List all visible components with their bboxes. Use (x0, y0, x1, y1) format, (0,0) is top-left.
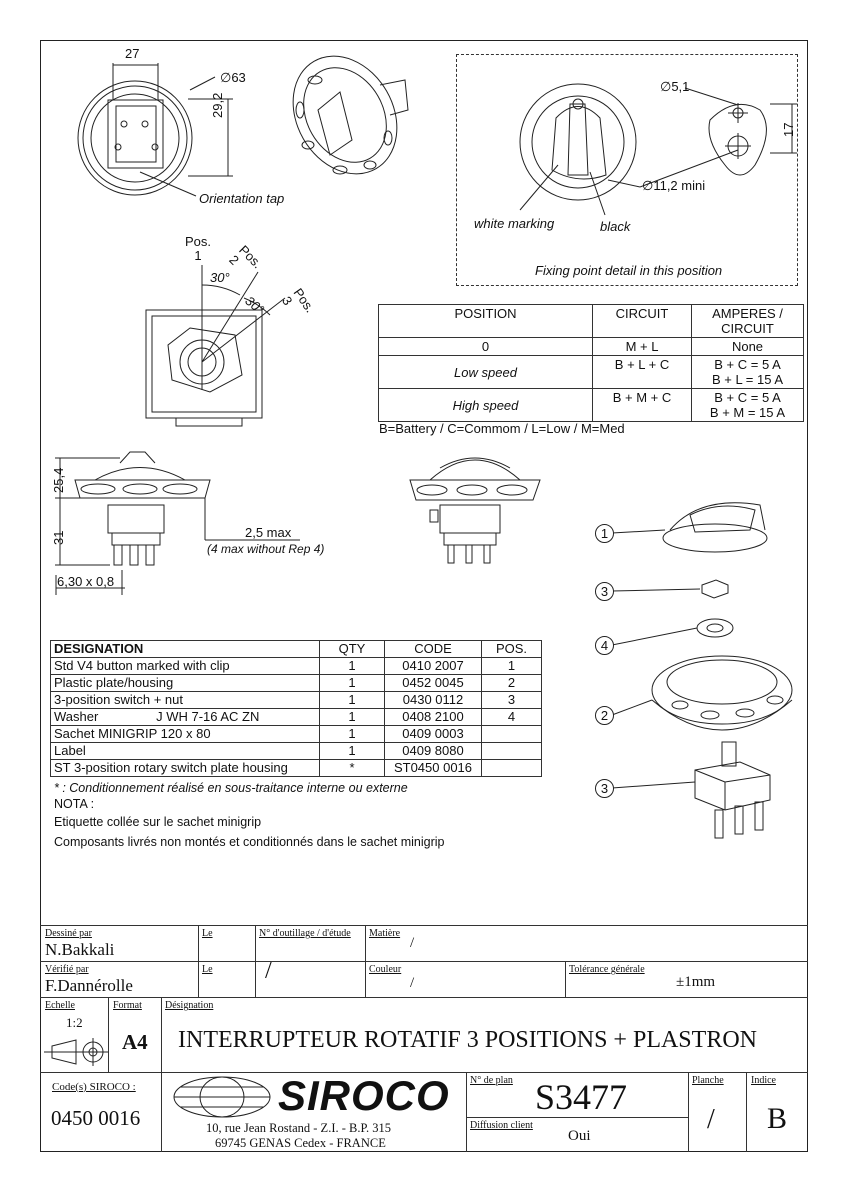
positions-view (146, 265, 285, 426)
angle-1-label: 30° (210, 270, 230, 285)
orientation-tap-label: Orientation tap (199, 191, 285, 206)
dim-dia-11-2: ∅11,2 mini (642, 178, 706, 193)
nota-title: NOTA : (54, 797, 95, 811)
bom-row (51, 675, 542, 692)
dim-31: 31 (51, 530, 66, 545)
dim-dia-5-1: ∅5,1 (660, 79, 690, 94)
plan-label: N° de plan (470, 1075, 513, 1086)
checked-by-value: F.Dannérolle (45, 976, 133, 995)
colour-value: / (410, 975, 415, 991)
diffusion-label: Diffusion client (470, 1120, 533, 1131)
plan-value: S3477 (535, 1077, 628, 1117)
scale-value: 1:2 (66, 1015, 83, 1030)
bom-cell: 0408 2100 (385, 709, 482, 726)
address-line-1: 10, rue Jean Rostand - Z.I. - B.P. 315 (206, 1121, 392, 1135)
bom-footnote: * : Conditionnement réalisé en sous-traitance interne ou externe (54, 781, 408, 795)
date-2-label: Le (202, 964, 213, 975)
bom-cell: 1 (320, 675, 385, 692)
bom-cell: Washer J WH 7-16 AC ZN (51, 709, 320, 726)
pos-cell: Low speed (379, 356, 593, 389)
bom-cell: ST0450 0016 (385, 760, 482, 777)
bom-header: QTY (320, 641, 385, 658)
drawn-by-value: N.Bakkali (45, 940, 115, 959)
scale-label: Echelle (45, 1000, 75, 1011)
bom-row (51, 760, 542, 777)
bom-cell: ST 3-position rotary switch plate housing (51, 760, 320, 777)
pos-cell: High speed (379, 389, 593, 422)
dim-27: 27 (125, 46, 140, 61)
bom-cell (482, 743, 542, 760)
perspective-view (272, 37, 417, 192)
bom-cell: 3-position switch + nut (51, 692, 320, 709)
dim-max-note: (4 max without Rep 4) (207, 542, 325, 556)
pos-cell: None (692, 338, 804, 356)
bom-cell: 0452 0045 (385, 675, 482, 692)
format-value: A4 (122, 1030, 148, 1054)
angle-2-label: 30° (242, 293, 268, 318)
bom-cell: Label (51, 743, 320, 760)
bom-cell: 3 (482, 692, 542, 709)
tolerance-value: ±1mm (676, 974, 716, 990)
pos-cell: B + L + C (593, 356, 692, 389)
siroco-code-label: Code(s) SIROCO : (52, 1081, 136, 1093)
bom-cell: 0410 2007 (385, 658, 482, 675)
date-1-label: Le (202, 928, 213, 939)
bom-cell: 0409 8080 (385, 743, 482, 760)
bom-cell: 1 (320, 692, 385, 709)
front-view (78, 63, 233, 196)
siroco-code-value: 0450 0016 (51, 1106, 141, 1130)
pos-3-label: Pos. 3 (279, 285, 318, 316)
projection-symbol-icon (44, 1038, 108, 1066)
company-logo: SIROCO (278, 1072, 450, 1119)
pos-cell: B + M + C (593, 389, 692, 422)
format-label: Format (113, 1000, 142, 1011)
bom-cell: 1 (482, 658, 542, 675)
position-legend: B=Battery / C=Commom / L=Low / M=Med (379, 421, 625, 436)
tooling-label: N° d'outillage / d'étude (259, 928, 351, 939)
dim-dia-63: ∅63 (220, 70, 246, 85)
pos-2-label: Pos. 2 (226, 242, 266, 272)
pos-header-circuit: CIRCUIT (593, 305, 692, 338)
planche-value: / (707, 1104, 715, 1135)
callout-2: 2 (595, 706, 614, 725)
callout-4: 4 (595, 636, 614, 655)
indice-label: Indice (751, 1075, 776, 1086)
pos-cell: 0 (379, 338, 593, 356)
black-label: black (600, 219, 631, 234)
pos-cell: M + L (593, 338, 692, 356)
bom-cell: Plastic plate/housing (51, 675, 320, 692)
pos-cell: B + C = 5 A B + M = 15 A (692, 389, 804, 422)
drawn-by-label: Dessiné par (45, 928, 92, 939)
fixing-detail-box (456, 54, 798, 286)
designation-value: INTERRUPTEUR ROTATIF 3 POSITIONS + PLASTRON (178, 1027, 757, 1053)
bom-row (51, 709, 542, 726)
bom-cell: * (320, 760, 385, 777)
nota-line-1: Etiquette collée sur le sachet minigrip (54, 815, 262, 829)
dim-29-2: 29,2 (210, 92, 225, 118)
bom-header: CODE (385, 641, 482, 658)
bom-header: POS. (482, 641, 542, 658)
tooling-value: / (265, 958, 272, 984)
bom-row (51, 658, 542, 675)
callout-3: 3 (595, 582, 614, 601)
diffusion-value: Oui (568, 1128, 591, 1144)
bom-table (50, 640, 542, 777)
bom-row (51, 726, 542, 743)
position-table (378, 304, 804, 422)
company-logo-globe (174, 1077, 270, 1117)
bom-cell: 1 (320, 726, 385, 743)
bom-cell (482, 726, 542, 743)
material-label: Matière (369, 928, 401, 939)
bom-cell: 0409 0003 (385, 726, 482, 743)
bom-row (51, 743, 542, 760)
exploded-view (612, 503, 792, 838)
dim-2-5-max: 2,5 max (245, 525, 292, 540)
fixing-detail-caption: Fixing point detail in this position (535, 263, 723, 278)
bom-cell: Sachet MINIGRIP 120 x 80 (51, 726, 320, 743)
pos-header-amperes: AMPERES / CIRCUIT (692, 305, 804, 338)
bom-cell: 1 (320, 658, 385, 675)
address-line-2: 69745 GENAS Cedex - FRANCE (215, 1136, 386, 1150)
bom-cell: 1 (320, 709, 385, 726)
dim-terminal: 6,30 x 0,8 (57, 574, 115, 589)
callout-1: 1 (595, 524, 614, 543)
tolerance-label: Tolérance générale (569, 964, 645, 975)
checked-by-label: Vérifié par (45, 964, 89, 975)
designation-label: Désignation (165, 1000, 214, 1011)
pos-header-position: POSITION (379, 305, 593, 338)
bom-row (51, 692, 542, 709)
callout-3b: 3 (595, 779, 614, 798)
bom-header: DESIGNATION (51, 641, 320, 658)
bom-cell: 1 (320, 743, 385, 760)
material-value: / (410, 935, 415, 951)
pos-cell: B + C = 5 A B + L = 15 A (692, 356, 804, 389)
bom-cell: Std V4 button marked with clip (51, 658, 320, 675)
bom-cell: 2 (482, 675, 542, 692)
dim-17: 17 (781, 122, 796, 137)
dim-25-4: 25,4 (51, 467, 66, 493)
bom-cell (482, 760, 542, 777)
planche-label: Planche (692, 1075, 724, 1086)
white-marking-label: white marking (474, 216, 555, 231)
pos-1-label: Pos. 1 (185, 234, 212, 263)
side-view-2 (410, 458, 540, 563)
bom-cell: 4 (482, 709, 542, 726)
indice-value: B (767, 1102, 788, 1135)
nota-line-2: Composants livrés non montés et conditionnés dans le sachet minigrip (54, 835, 445, 849)
colour-label: Couleur (369, 964, 402, 975)
bom-cell: 0430 0112 (385, 692, 482, 709)
